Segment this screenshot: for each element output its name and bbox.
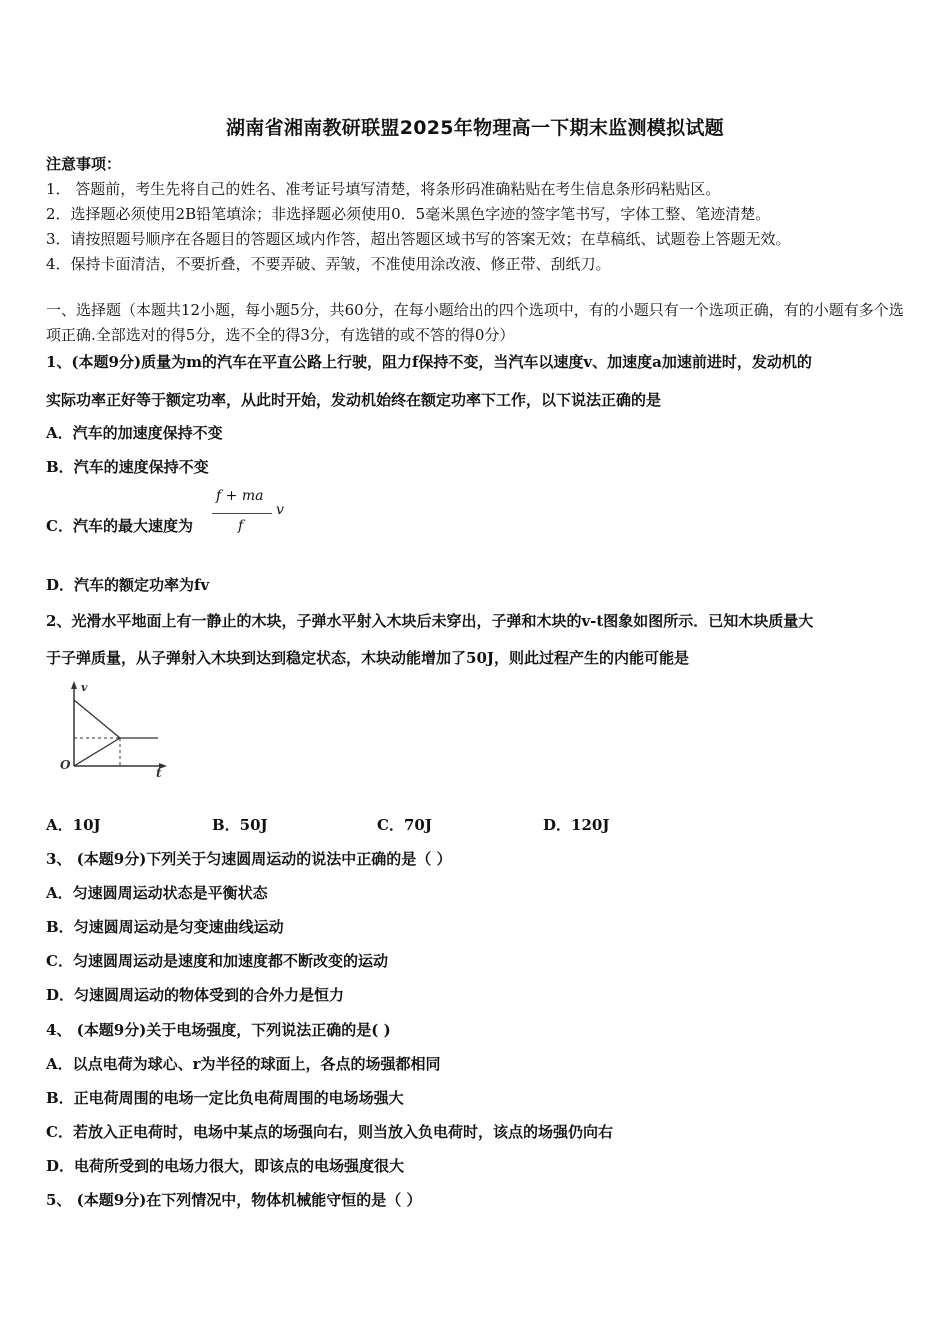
notice-heading: 注意事项： xyxy=(46,155,122,173)
q1-option-c: C．汽车的最大速度为 xyxy=(46,517,193,535)
q3-option-c: C．匀速圆周运动是速度和加速度都不断改变的运动 xyxy=(46,952,388,970)
q4-option-d: D．电荷所受到的电场力很大，即该点的电场强度很大 xyxy=(46,1157,405,1175)
formula-variable: v xyxy=(276,502,284,518)
formula-numerator: f + ma xyxy=(216,488,264,504)
v-axis-arrow xyxy=(71,681,77,689)
q3-option-d: D．匀速圆周运动的物体受到的合外力是恒力 xyxy=(46,986,345,1004)
v-axis-label: v xyxy=(81,681,88,694)
q1-option-b: B．汽车的速度保持不变 xyxy=(46,458,209,476)
section-instructions: 一、选择题（本题共12小题，每小题5分，共60分，在每小题给出的四个选项中，有的小题只有一个选项正确，有的小题有多个选项正确.全部选对的得5分，选不全的得3分，有选错的或不答的得0分） xyxy=(46,301,904,344)
q2-option-b: B．50J xyxy=(212,816,268,834)
formula-denominator: f xyxy=(238,518,244,534)
max-speed-formula xyxy=(210,488,290,544)
q3-option-a: A．匀速圆周运动状态是平衡状态 xyxy=(46,884,268,902)
q4-option-c: C．若放入正电荷时，电场中某点的场强向右，则当放入负电荷时，该点的场强仍向右 xyxy=(46,1123,613,1141)
q4-option-b: B．正电荷周围的电场一定比负电荷周围的电场场强大 xyxy=(46,1089,404,1107)
notice-item: 3．请按照题号顺序在各题目的答题区域内作答，超出答题区域书写的答案无效；在草稿纸、试题卷上答题无效。 xyxy=(46,230,791,248)
q4-option-a: A．以点电荷为球心、r为半径的球面上，各点的场强都相同 xyxy=(46,1055,441,1073)
q2-stem-line1: 2、光滑水平地面上有一静止的木块，子弹水平射入木块后未穿出，子弹和木块的v-t图象如图所示．已知木块质量大 xyxy=(46,612,814,630)
q3-option-b: B．匀速圆周运动是匀变速曲线运动 xyxy=(46,918,284,936)
block-velocity-line xyxy=(74,738,120,766)
q1-stem-line2: 实际功率正好等于额定功率，从此时开始，发动机始终在额定功率下工作，以下说法正确的是 xyxy=(46,391,662,409)
vt-graph xyxy=(56,678,176,778)
origin-label: O xyxy=(60,758,71,772)
notice-item: 2．选择题必须使用2B铅笔填涂；非选择题必须使用0．5毫米黑色字迹的签字笔书写，字体工整、笔迹清楚。 xyxy=(46,205,771,223)
q1-option-a: A．汽车的加速度保持不变 xyxy=(46,424,223,442)
fraction-bar xyxy=(212,513,272,514)
q2-option-d: D．120J xyxy=(543,816,610,834)
q1-stem-line1: 1、(本题9分)质量为m的汽车在平直公路上行驶，阻力f保持不变，当汽车以速度v、加速度a加速前进时，发动机的 xyxy=(46,353,812,371)
q2-option-c: C．70J xyxy=(377,816,432,834)
q2-option-a: A．10J xyxy=(46,816,101,834)
q5-stem: 5、 (本题9分)在下列情况中，物体机械能守恒的是（ ） xyxy=(46,1191,422,1209)
q2-stem-line2: 于子弹质量，从子弹射入木块到达到稳定状态，木块动能增加了50J，则此过程产生的内能可能是 xyxy=(46,649,689,667)
bullet-velocity-line xyxy=(74,700,120,738)
q4-stem: 4、 (本题9分)关于电场强度，下列说法正确的是( ) xyxy=(46,1021,391,1039)
page-title: 湖南省湘南教研联盟2025年物理高一下期末监测模拟试题 xyxy=(226,117,724,139)
t-axis-label: t xyxy=(156,766,162,778)
q1-option-d: D．汽车的额定功率为fv xyxy=(46,576,210,594)
q3-stem: 3、 (本题9分)下列关于匀速圆周运动的说法中正确的是（ ） xyxy=(46,850,452,868)
notice-item: 1． 答题前，考生先将自己的姓名、准考证号填写清楚，将条形码准确粘贴在考生信息条形码粘贴区。 xyxy=(46,180,721,198)
notice-item: 4．保持卡面清洁，不要折叠，不要弄破、弄皱，不准使用涂改液、修正带、刮纸刀。 xyxy=(46,255,611,273)
